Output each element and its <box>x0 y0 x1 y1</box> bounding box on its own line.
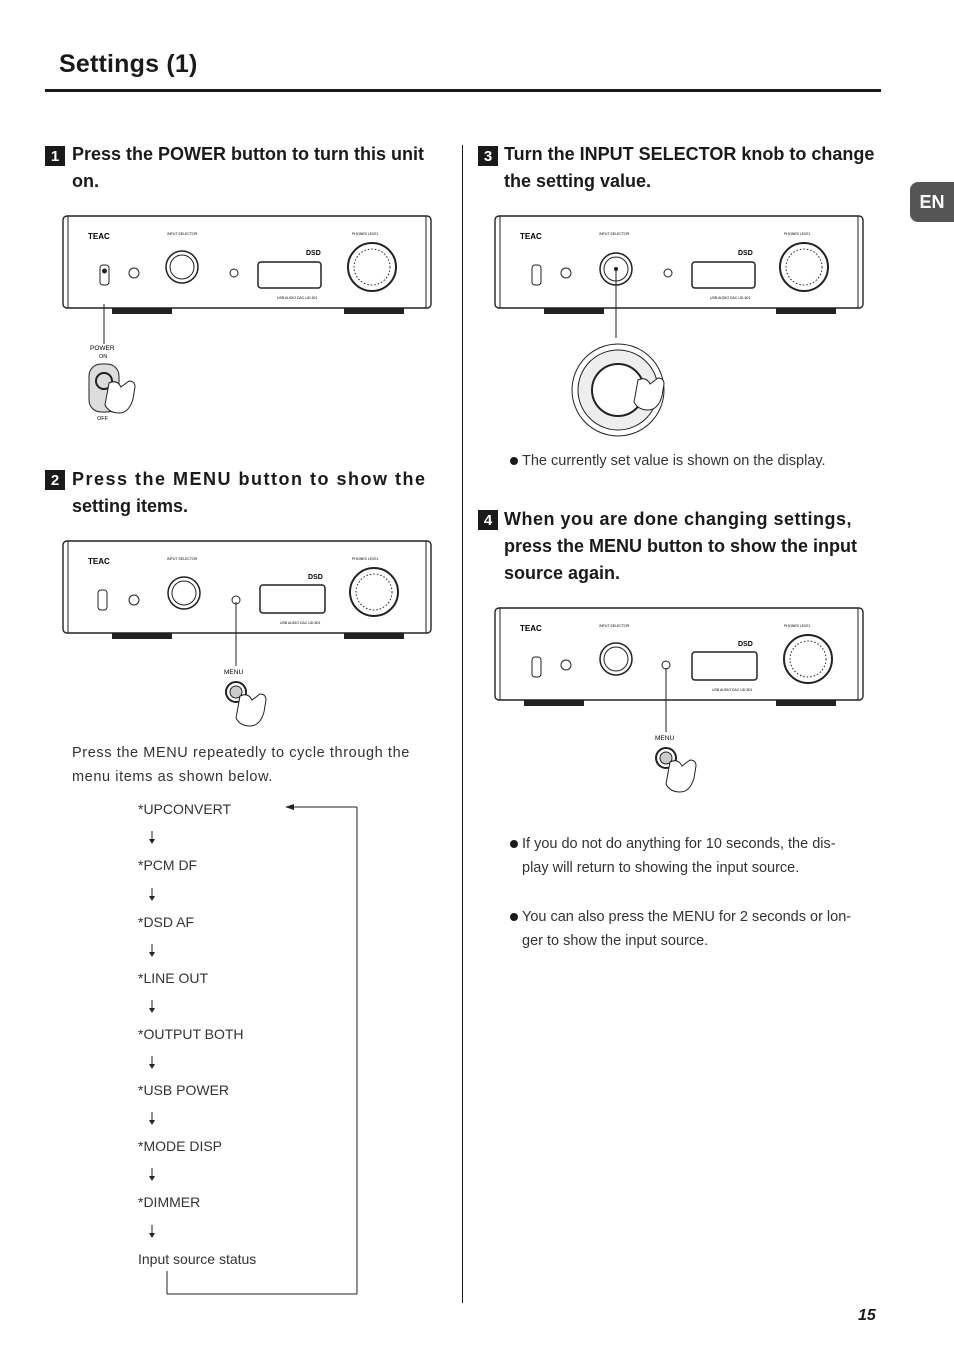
step-2-note-line1: Press the MENU repeatedly to cycle through the <box>72 745 410 761</box>
svg-text:TEAC: TEAC <box>520 232 542 241</box>
menu-item-upconvert: *UPCONVERT <box>138 801 232 817</box>
input-selector-knob-callout <box>560 268 690 438</box>
svg-text:DSD: DSD <box>738 641 753 648</box>
svg-text:INPUT SELECTOR: INPUT SELECTOR <box>167 557 198 561</box>
step-1-heading-line2: on. <box>72 171 99 191</box>
svg-text:ON: ON <box>99 354 108 360</box>
svg-text:POWER: POWER <box>90 345 115 352</box>
step-1-heading-line1: Press the POWER button to turn this unit <box>72 144 424 164</box>
down-arrow-icon <box>144 1166 160 1182</box>
down-arrow-icon <box>144 998 160 1014</box>
svg-text:MENU: MENU <box>224 669 244 676</box>
down-arrow-icon <box>144 829 160 845</box>
step-4-bullet-1-line2: play will return to showing the input source. <box>522 860 800 876</box>
step-2-heading-line1: Press the MENU button to show the <box>72 469 427 489</box>
step-4-bullet-2 <box>522 905 851 953</box>
svg-text:PHONES LEVEL: PHONES LEVEL <box>352 557 379 561</box>
bullet-icon <box>510 457 518 465</box>
menu-item-pcm-df: *PCM DF <box>138 857 198 873</box>
down-arrow-icon <box>144 886 160 902</box>
step-3-heading <box>504 141 874 195</box>
device-illustration-step1 <box>62 215 432 317</box>
step-3-heading-line1: Turn the INPUT SELECTOR knob to change <box>504 144 875 164</box>
menu-button-callout-step2 <box>218 602 288 728</box>
menu-item-dimmer: *DIMMER <box>138 1194 201 1210</box>
step-2-heading-line2: setting items. <box>72 496 189 516</box>
svg-text:DSD: DSD <box>308 574 323 581</box>
step-4-heading-line3: source again. <box>504 563 621 583</box>
down-arrow-icon <box>144 1054 160 1070</box>
menu-item-line-out: *LINE OUT <box>138 970 209 986</box>
svg-text:INPUT SELECTOR: INPUT SELECTOR <box>599 232 630 236</box>
svg-text:INPUT SELECTOR: INPUT SELECTOR <box>599 624 630 628</box>
step-4-bullet-1-line1: If you do not do anything for 10 seconds, the dis- <box>522 836 836 852</box>
step-4-bullet-2-line2: ger to show the input source. <box>522 933 709 949</box>
down-arrow-icon <box>144 1223 160 1239</box>
page-title: Settings (1) <box>59 50 198 78</box>
svg-text:USB AUDIO DAC UD-501: USB AUDIO DAC UD-501 <box>712 688 753 692</box>
step-3-number: 3 <box>478 146 498 166</box>
step-4-number: 4 <box>478 510 498 530</box>
svg-text:OFF: OFF <box>97 416 108 422</box>
svg-text:TEAC: TEAC <box>520 624 542 633</box>
menu-item-dsd-af: *DSD AF <box>138 914 195 930</box>
step-2-number: 2 <box>45 470 65 490</box>
menu-item-input-source-status: Input source status <box>138 1251 257 1267</box>
step-2-note <box>72 741 410 789</box>
step-4-heading <box>504 506 857 587</box>
step-2-heading <box>72 466 427 520</box>
step-1-number: 1 <box>45 146 65 166</box>
svg-text:USB AUDIO DAC UD-501: USB AUDIO DAC UD-501 <box>280 621 321 625</box>
svg-text:INPUT SELECTOR: INPUT SELECTOR <box>167 232 198 236</box>
bullet-icon <box>510 913 518 921</box>
step-4-bullet-1 <box>522 832 836 880</box>
svg-text:DSD: DSD <box>306 250 321 257</box>
power-button-callout <box>84 304 160 424</box>
loop-back-arrow-icon <box>160 798 362 1300</box>
step-4-heading-line2: press the MENU button to show the input <box>504 536 857 556</box>
language-tab: EN <box>910 182 954 222</box>
step-3-heading-line2: the setting value. <box>504 171 652 191</box>
down-arrow-icon <box>144 1110 160 1126</box>
svg-text:USB AUDIO DAC UD-501: USB AUDIO DAC UD-501 <box>710 296 751 300</box>
step-4-heading-line1: When you are done changing settings, <box>504 509 853 529</box>
menu-item-output-both: *OUTPUT BOTH <box>138 1026 244 1042</box>
step-4-bullet-2-line1: You can also press the MENU for 2 seconds or lon- <box>522 909 852 925</box>
down-arrow-icon <box>144 942 160 958</box>
svg-text:DSD: DSD <box>738 250 753 257</box>
svg-text:PHONES LEVEL: PHONES LEVEL <box>784 232 811 236</box>
svg-text:PHONES LEVEL: PHONES LEVEL <box>784 624 811 628</box>
step-1-heading <box>72 141 424 195</box>
menu-button-callout-step4 <box>648 668 718 796</box>
column-divider <box>462 145 463 1303</box>
step-3-bullet: The currently set value is shown on the display. <box>522 453 826 469</box>
step-2-note-line2: menu items as shown below. <box>72 769 273 785</box>
svg-text:MENU: MENU <box>655 735 675 742</box>
page-number: 15 <box>858 1307 876 1324</box>
menu-item-mode-disp: *MODE DISP <box>138 1138 223 1154</box>
menu-item-usb-power: *USB POWER <box>138 1082 230 1098</box>
title-rule <box>45 89 881 92</box>
svg-text:USB AUDIO DAC UD-501: USB AUDIO DAC UD-501 <box>277 296 318 300</box>
brand-logo: TEAC <box>88 232 110 241</box>
svg-text:PHONES LEVEL: PHONES LEVEL <box>352 232 379 236</box>
svg-text:TEAC: TEAC <box>88 557 110 566</box>
bullet-icon <box>510 840 518 848</box>
